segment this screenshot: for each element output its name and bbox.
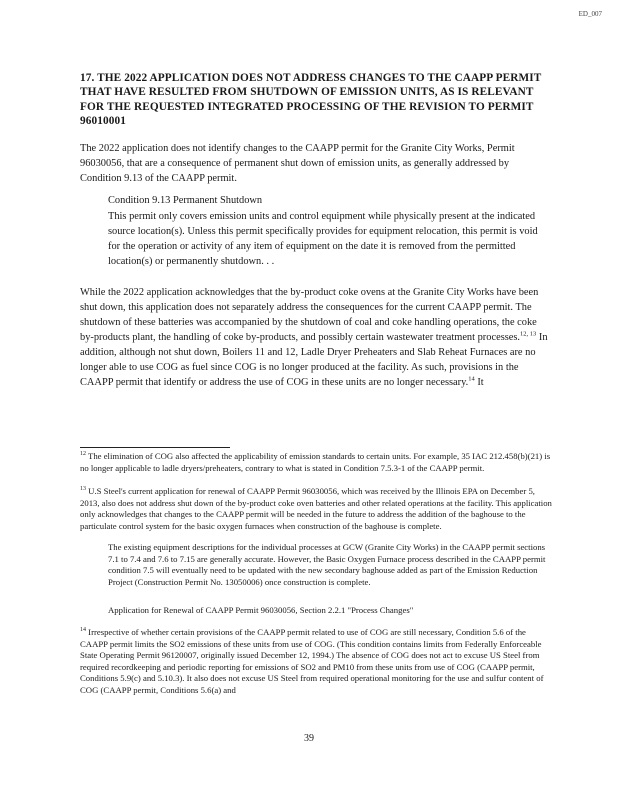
footnote-12-text: The elimination of COG also affected the applicability of emission standards to certain units. For example, 35 IAC 212.458(b)(21) is no longer applicable to ladle dryers/preheaters, contrary to what is stated in Condition 7.5.3-1 of the CAAPP permit. [80,451,551,473]
footnote-14-text: Irrespective of whether certain provisions of the CAAPP permit related to use of COG are still necessary, Condition 5.6 of the CAAPP permit limits the SO2 emissions of these units from use of COG. (This condition contains limits from Federally Enforceable State Operating Permit 96120007, originally issued December 12, 1994.) The absence of COG does not act to excuse US Steel from required recordkeeping and periodic reporting for emissions of SO2 and PM10 from these units from use of COG (CAAPP permit, Conditions 5.9(c) and 5.10.3). It also does not excuse US Steel from required operational monitoring for the use and sulfur content of COG (CAAPP permit, Conditions 5.6(a) and [80,627,544,695]
page-number: 39 [304,733,314,744]
footnote-13-text: U.S Steel's current application for renewal of CAAPP Permit 96030056, which was received by the Illinois EPA on December 5, 2013, also does not address shut down of the by-product coke oven batteries and other related operations at the facility. This application only acknowledges that changes to the CAAPP permit will be needed in the future to address the addition of the baghouse to the particulate control system for the basic oxygen furnaces when construction of the baghouse is complete. [80,486,552,531]
paragraph-intro: The 2022 application does not identify changes to the CAAPP permit for the Granite City Works, Permit 96030056, that are a consequence of permanent shut down of emission units, as generally addressed by Condition 9.13 of the CAAPP permit. [80,143,515,184]
footnote-14 [80,627,552,697]
paragraph-shutdown-text-a: While the 2022 application acknowledges that the by-product coke ovens at the Granite City Works have been shut down, this application does not separately address the consequences for the current CAAPP permit. The shutdown of these batteries was accompanied by the shutdown of coal and coke handling operations, the coke by-products plant, the handling of coke by-products, and possibly certain wastewater treatment processes. [80,287,539,343]
footnote-12 [80,451,552,474]
quote-body: This permit only covers emission units and control equipment while physically present at the indicated source location(s). Unless this permit specifically provides for equipment relocation, this permit is void for the operation or activity of any item of equipment on the date it is removed from the permitted location(s) or permanently shutdown. . . [108,211,538,267]
quote-title: Condition 9.13 Permanent Shutdown [108,195,263,206]
footnote-13-number: 13 [80,486,86,493]
paragraph-shutdown-text-c: It [474,377,484,388]
section-heading: 17. THE 2022 APPLICATION DOES NOT ADDRESS CHANGES TO THE CAAPP PERMIT THAT HAVE RESULTED FROM SHUTDOWN OF EMISSION UNITS, AS IS RELEVANT FOR THE REQUESTED INTEGRATED PROCESSING OF THE REVISION TO PERMIT 96010001 [80,72,542,128]
document-id: ED_007 [578,10,602,18]
footnote-divider [80,447,230,448]
paragraph-shutdown [80,285,550,390]
footnote-13 [80,486,552,532]
footnote-14-number: 14 [80,627,86,634]
footnote-12-number: 12 [80,451,86,458]
footnote-ref-14[interactable]: 14 [468,375,475,383]
footnote-13-quote-citation: Application for Renewal of CAAPP Permit 96030056, Section 2.2.1 "Process Changes" [108,605,414,615]
footnote-ref-12-13[interactable]: 12, 13 [520,330,537,338]
paragraph-shutdown-text-b: In addition, although not shut down, Boilers 11 and 12, Ladle Dryer Preheaters and Slab Reheat Furnaces are no longer able to use COG as fuel since COG is no longer produced at the facility. As such, provisions in the CAAPP permit that identify or address the use of COG in these units are no longer necessary. [80,332,548,388]
footnote-13-quote: The existing equipment descriptions for the individual processes at GCW (Granite City Works) in the CAAPP permit sections 7.1 to 7.4 and 7.6 to 7.15 are generally accurate. However, the Basic Oxygen Furnace process described in the CAAPP permit condition 7.5 will eventually need to be updated with the new secondary baghouse added as part of the Emission Reduction Project (Construction Permit No. 13050006) once construction is complete. [108,542,546,587]
